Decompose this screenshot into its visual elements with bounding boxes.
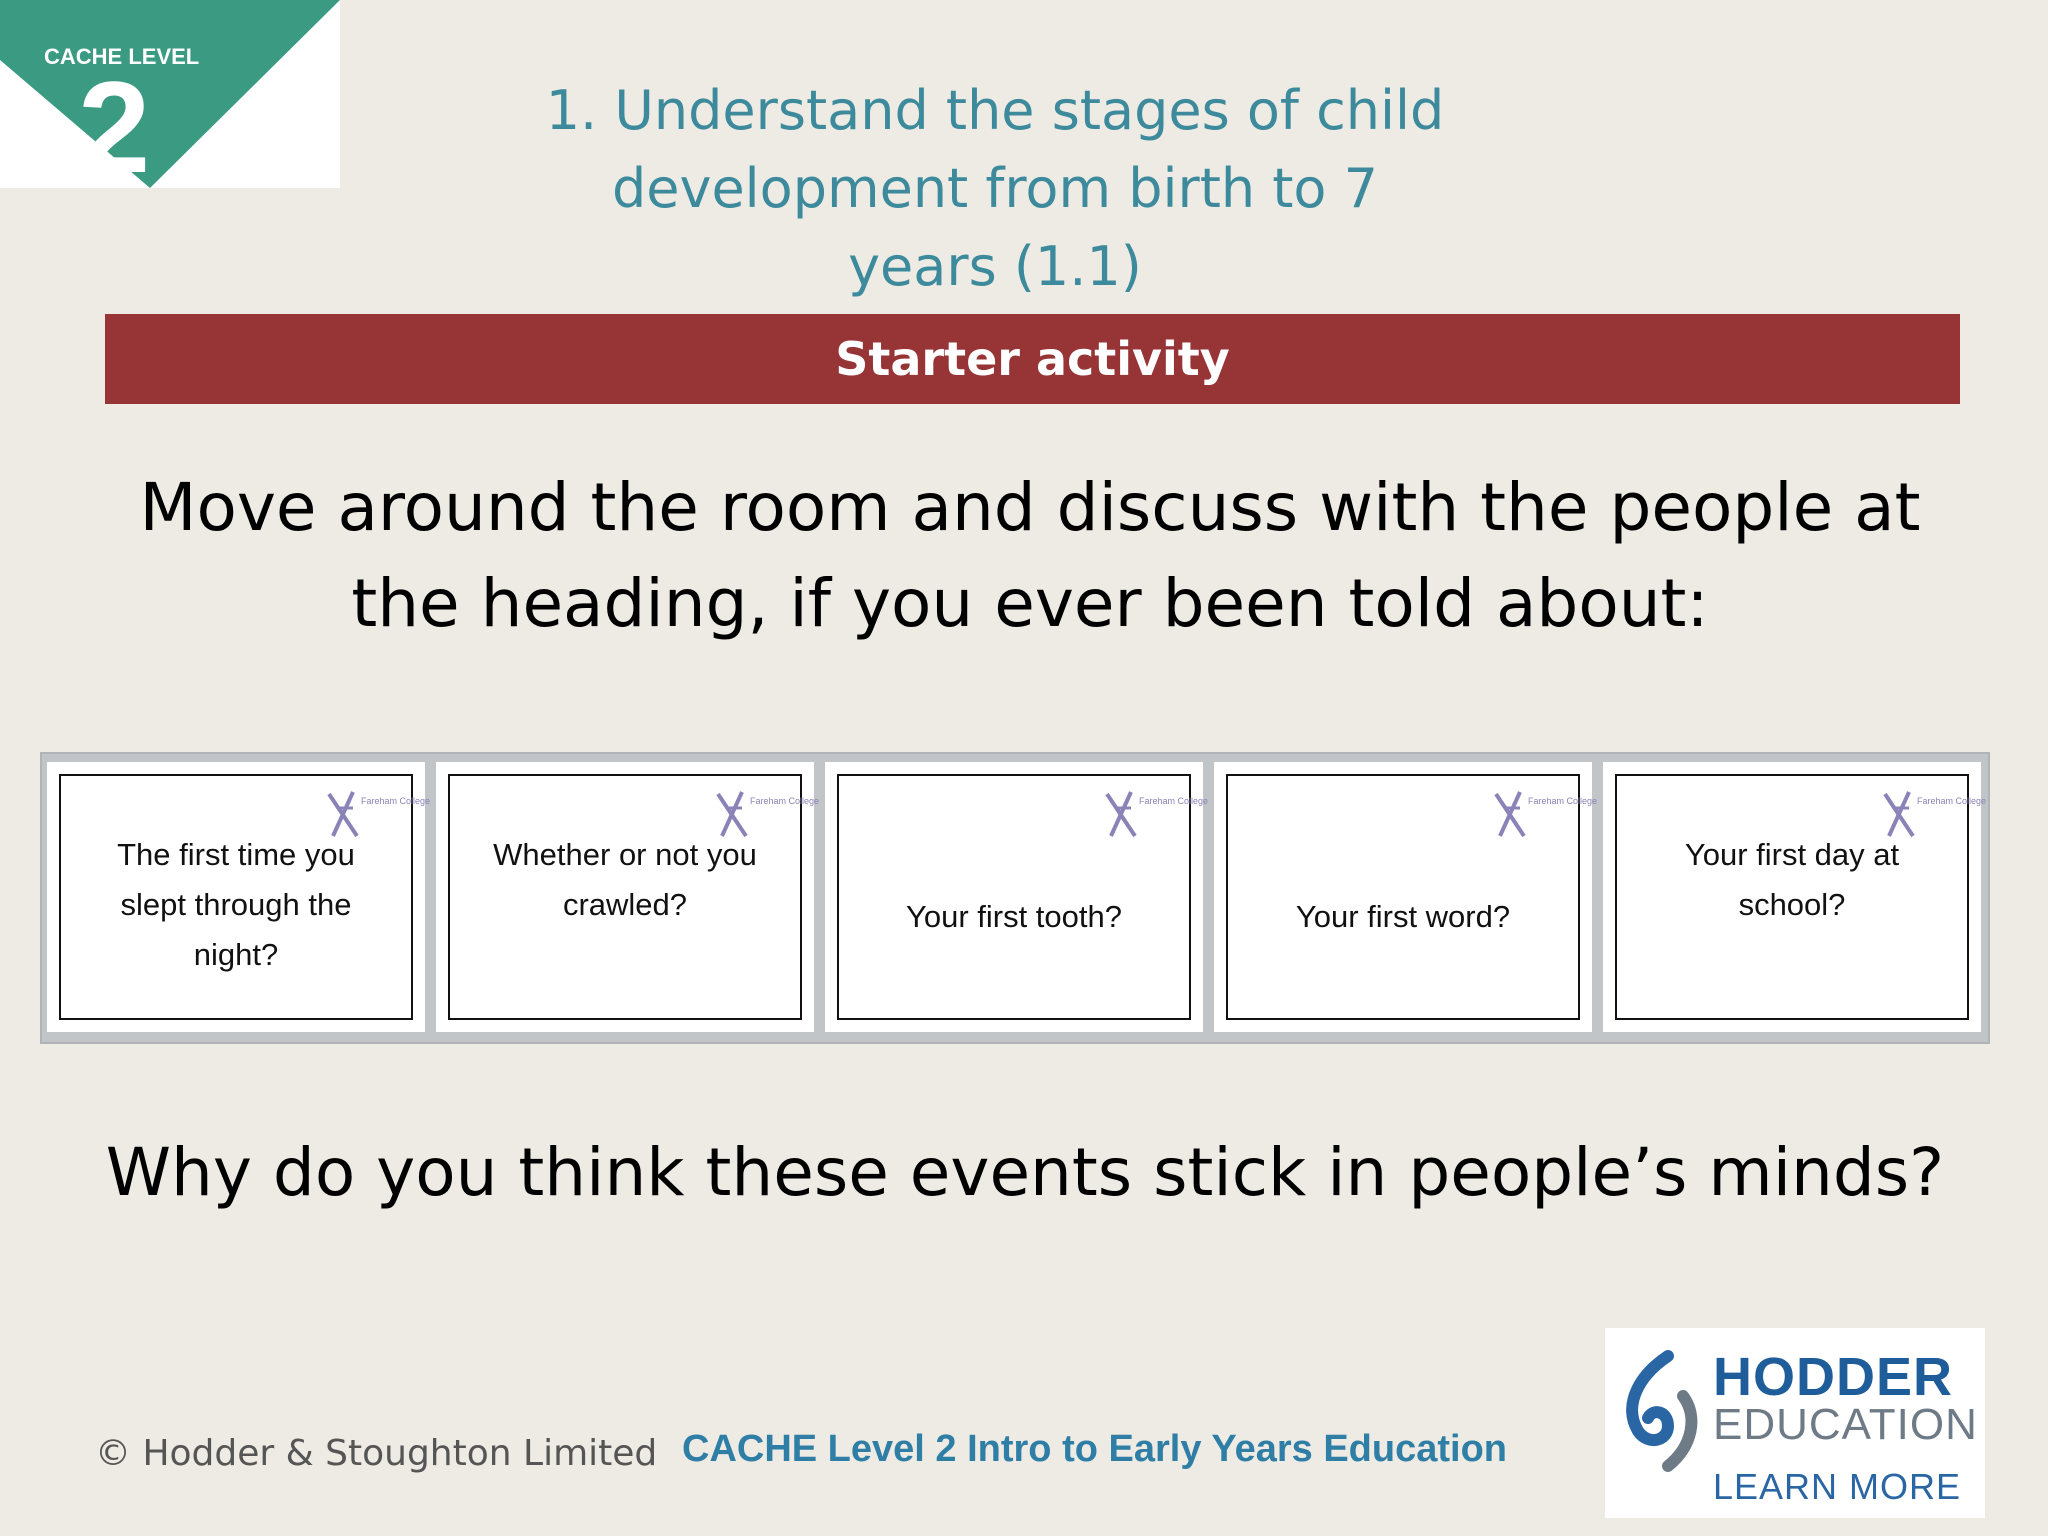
card-text (1248, 836, 1558, 998)
card-line: slept through the (120, 887, 352, 922)
card-border (1615, 774, 1987, 1020)
svg-text:Fareham College: Fareham College (750, 796, 820, 806)
course-title: CACHE Level 2 Intro to Early Years Education (682, 1428, 1507, 1470)
card-border (837, 774, 1209, 1020)
card-first-tooth (825, 762, 1209, 1032)
instruction-line2: the heading, if you ever been told about: (351, 565, 1709, 642)
fareham-college-icon (1101, 786, 1209, 842)
discussion-question: Why do you think these events stick in people’s minds? (105, 1134, 1945, 1211)
card-line: The first time you (117, 837, 355, 872)
card-text (1637, 830, 1947, 998)
card-line: Your first tooth? (906, 899, 1122, 934)
card-line: Your first word? (1295, 899, 1511, 934)
card-crawled (436, 762, 820, 1032)
card-line: Your first day at (1684, 837, 1900, 872)
copyright-text: © Hodder & Stoughton Limited (95, 1433, 658, 1474)
cache-logo-label: CACHE LEVEL (44, 44, 200, 69)
svg-text:Fareham College: Fareham College (1139, 796, 1209, 806)
hodder-wordmark: HODDER (1713, 1347, 1954, 1407)
card-border (1226, 774, 1598, 1020)
svg-text:Fareham College: Fareham College (361, 796, 431, 806)
card-border (448, 774, 820, 1020)
instruction-text (110, 460, 1950, 652)
starter-activity-banner (105, 314, 1960, 404)
cache-level-logo (0, 0, 340, 200)
svg-text:Fareham College: Fareham College (1917, 796, 1987, 806)
card-line: school? (1738, 887, 1846, 922)
card-first-day-school (1603, 762, 1987, 1032)
card-line: night? (193, 937, 279, 972)
svg-text:Fareham College: Fareham College (1528, 796, 1598, 806)
hodder-swirl-icon (1613, 1346, 1713, 1486)
cards-strip (40, 752, 1990, 1044)
card-line: crawled? (562, 887, 688, 922)
cache-logo-number: 2 (78, 54, 151, 200)
hodder-education-logo (1605, 1328, 1985, 1518)
card-line: Whether or not you (493, 837, 757, 872)
card-text (859, 836, 1169, 998)
learn-more-tagline: LEARN MORE (1713, 1466, 1962, 1507)
slide-title-line1: 1. Understand the stages of child development from birth to 7 (545, 79, 1445, 220)
education-wordmark: EDUCATION (1713, 1400, 1978, 1449)
card-border (59, 774, 431, 1020)
instruction-line1: Move around the room and discuss with the people at (139, 469, 1921, 546)
card-text (81, 830, 391, 998)
banner-label: Starter activity (835, 332, 1230, 386)
fareham-college-icon (1490, 786, 1598, 842)
slide-title (390, 72, 1600, 306)
slide-title-line2: years (1.1) (848, 235, 1142, 298)
card-text (470, 830, 780, 998)
card-slept-through-night (47, 762, 431, 1032)
card-first-word (1214, 762, 1598, 1032)
